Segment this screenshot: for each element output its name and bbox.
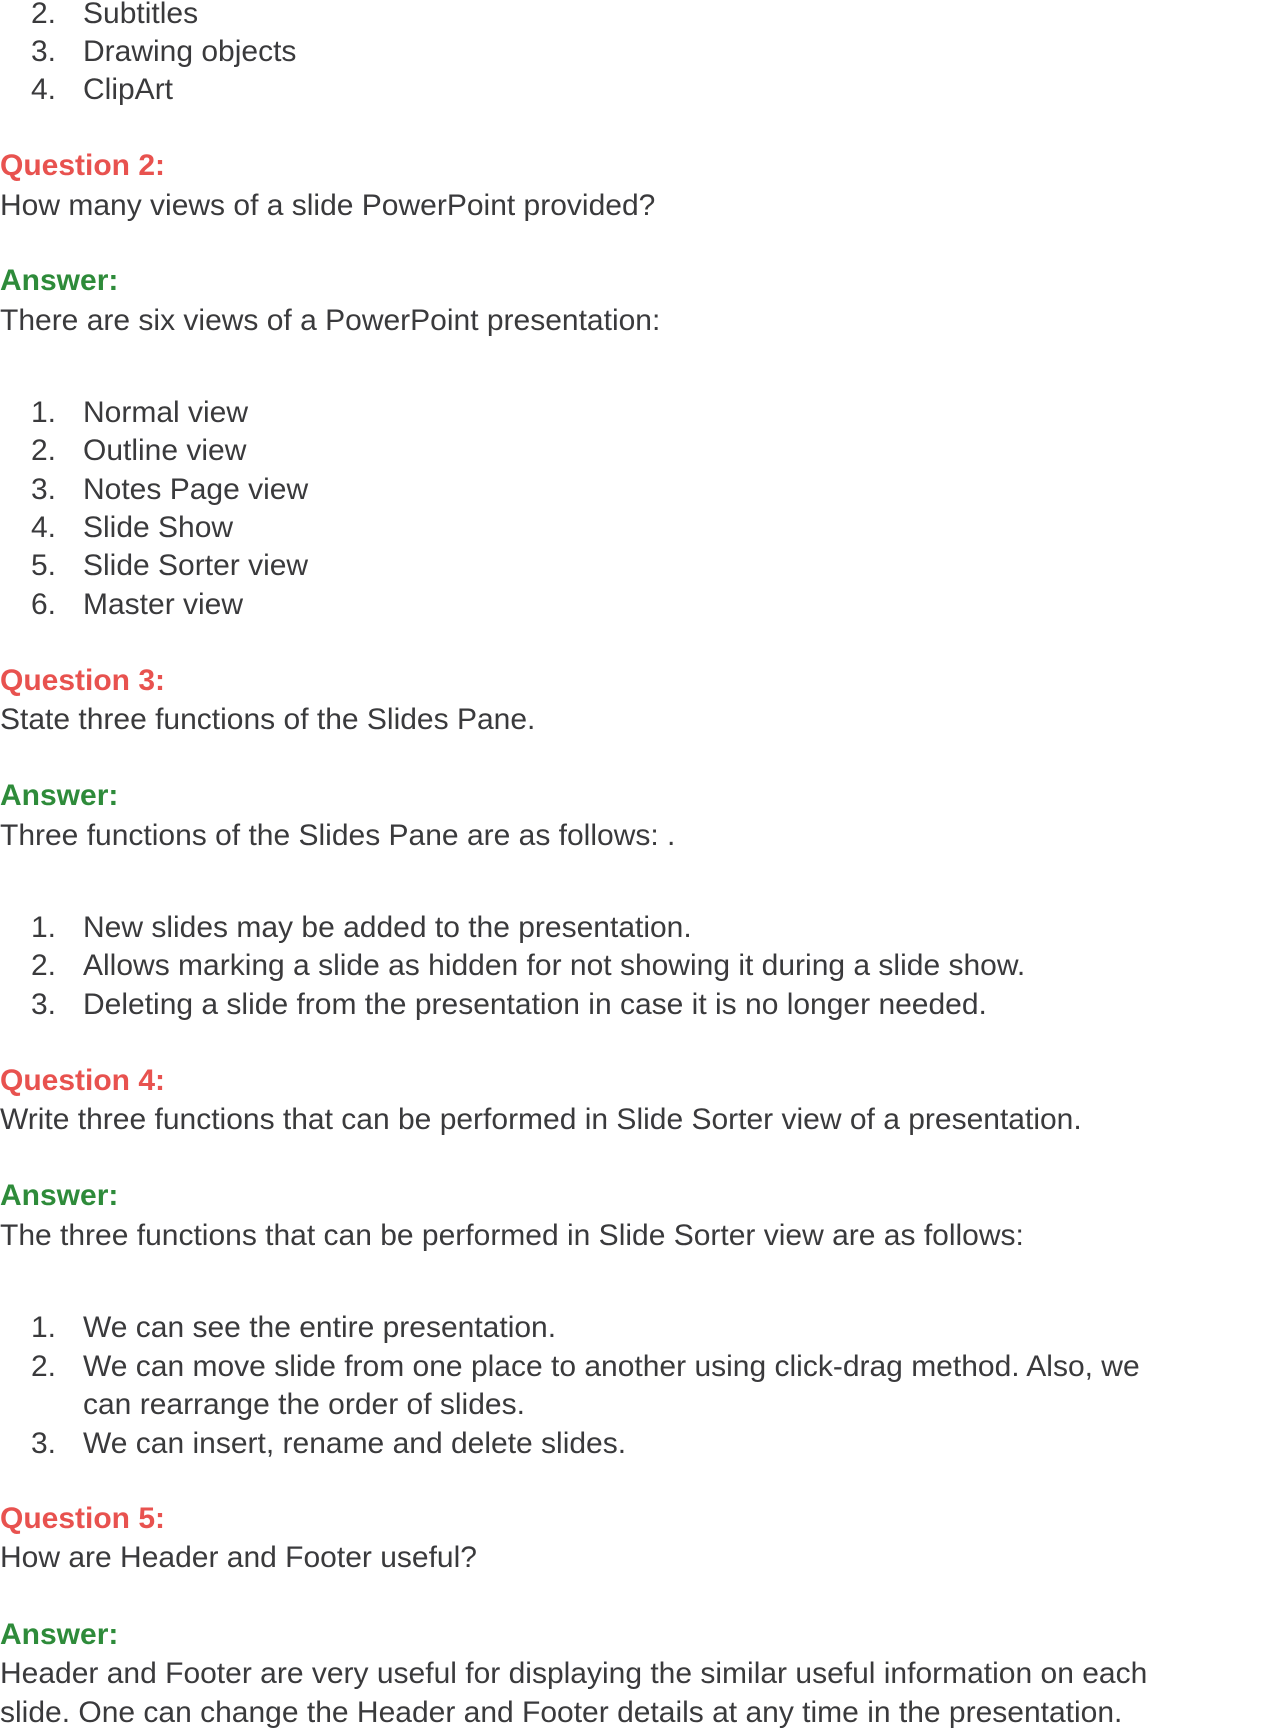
list-text: Master view [83,588,244,621]
question-heading: Question 2: [0,149,166,182]
list-number: 3. [31,988,57,1021]
list-number: 1. [31,1311,57,1344]
list-number: 6. [31,588,57,621]
list-number: 4. [31,73,57,106]
list-number: 3. [31,35,57,68]
question-heading: Question 5: [0,1502,166,1535]
list-text: Normal view [83,396,249,429]
answer-text: Header and Footer are very useful for displaying the similar useful information on each [0,1657,1148,1690]
list-number: 3. [31,1427,57,1460]
list-number: 4. [31,511,57,544]
list-text: Deleting a slide from the presentation in case it is no longer needed. [83,988,987,1021]
list-text: Drawing objects [83,35,297,68]
list-number: 5. [31,549,57,582]
question-text: State three functions of the Slides Pane. [0,703,536,736]
answer-heading: Answer: [0,779,119,812]
list-number: 2. [31,434,57,467]
answer-text: slide. One can change the Header and Footer details at any time in the presentation. [0,1696,1123,1729]
list-text: New slides may be added to the presentation. [83,911,692,944]
answer-intro: Three functions of the Slides Pane are as follows: . [0,819,676,852]
list-number: 1. [31,396,57,429]
list-text: Subtitles [83,0,199,30]
list-text: ClipArt [83,73,174,106]
answer-heading: Answer: [0,1179,119,1212]
question-text: Write three functions that can be performed in Slide Sorter view of a presentation. [0,1103,1082,1136]
list-text: We can insert, rename and delete slides. [83,1427,627,1460]
list-text: Allows marking a slide as hidden for not showing it during a slide show. [83,949,1026,982]
list-number: 2. [31,0,57,30]
list-number: 3. [31,473,57,506]
list-text: We can move slide from one place to another using click-drag method. Also, we [83,1350,1140,1383]
list-number: 1. [31,911,57,944]
list-text: Outline view [83,434,247,467]
answer-intro: The three functions that can be performed in Slide Sorter view are as follows: [0,1219,1024,1252]
list-number: 2. [31,949,57,982]
list-text: We can see the entire presentation. [83,1311,557,1344]
question-text: How are Header and Footer useful? [0,1541,477,1574]
answer-heading: Answer: [0,1618,119,1651]
list-text: Slide Sorter view [83,549,309,582]
list-number: 2. [31,1350,57,1383]
question-text: How many views of a slide PowerPoint provided? [0,189,656,222]
question-heading: Question 3: [0,664,166,697]
answer-heading: Answer: [0,264,119,297]
list-text: can rearrange the order of slides. [83,1388,525,1421]
list-text: Slide Show [83,511,234,544]
list-text: Notes Page view [83,473,309,506]
answer-intro: There are six views of a PowerPoint presentation: [0,304,661,337]
question-heading: Question 4: [0,1064,166,1097]
